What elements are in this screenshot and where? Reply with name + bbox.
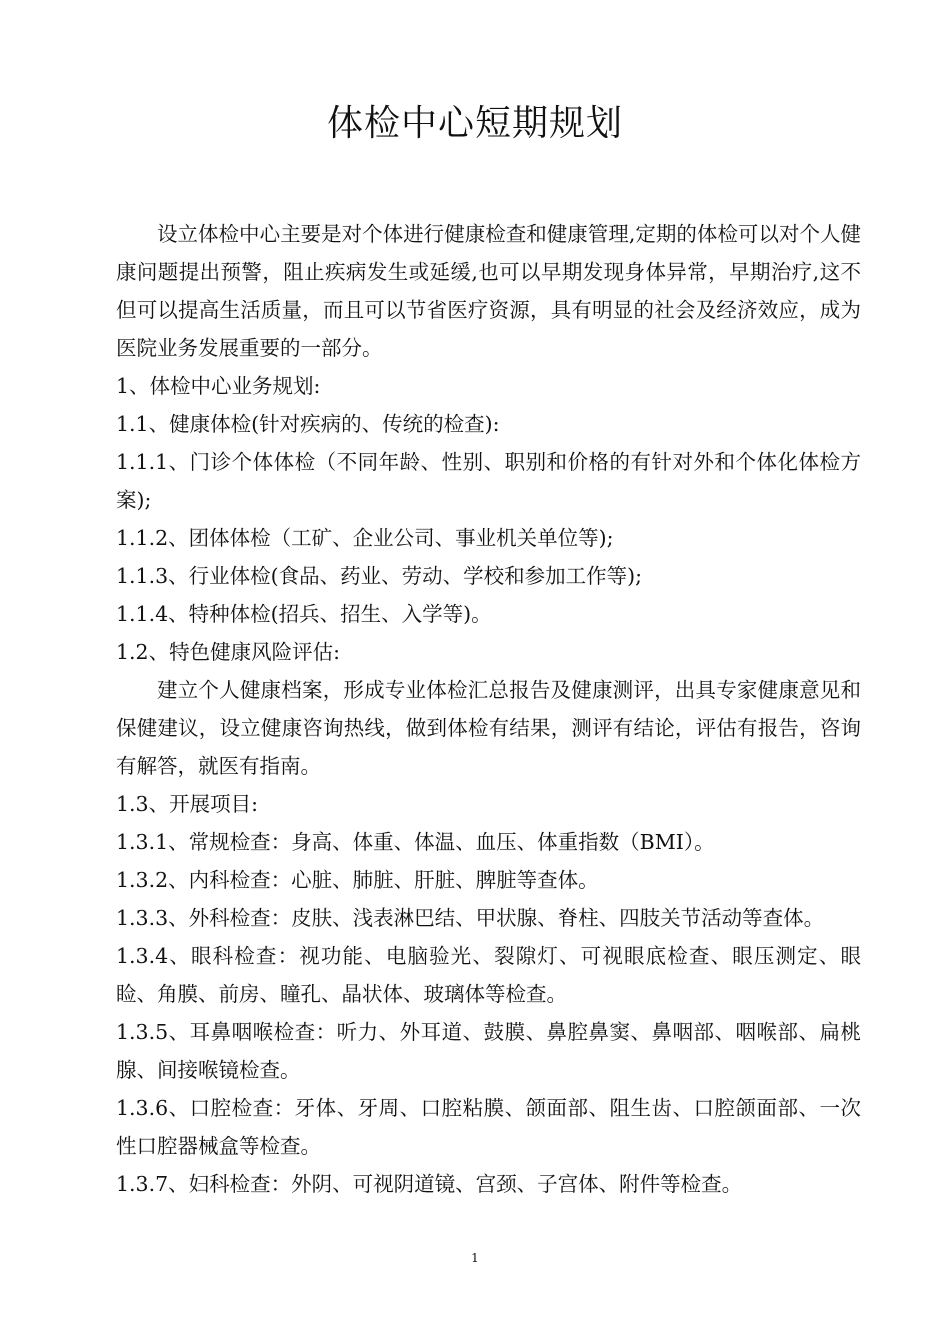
page-number: 1 [471,1251,479,1265]
subsection-heading: 1.2、特色健康风险评估: [116,640,341,664]
document-title: 体检中心短期规划 [326,103,623,144]
list-item: 1.3.2、内科检查：心脏、肺脏、肝脏、脾脏等查体。 [116,868,599,892]
list-item: 1.3.4、眼科检查：视功能、电脑验光、裂隙灯、可视眼底检查、眼压测定、眼睑、角膜、前房、瞳孔、晶状体、玻璃体等检查。 [116,944,861,1006]
subsection-heading: 1.1、健康体检(针对疾病的、传统的检查): [116,412,500,436]
subsection-heading: 1.3、开展项目: [116,792,259,816]
document-body [116,215,861,1203]
list-item: 1.3.5、耳鼻咽喉检查：听力、外耳道、鼓膜、鼻腔鼻窦、鼻咽部、咽喉部、扁桃腺、间接喉镜检查。 [116,1020,861,1082]
list-item: 1.3.7、妇科检查：外阴、可视阴道镜、宫颈、子宫体、附件等检查。 [116,1172,743,1196]
list-item: 1.1.1、门诊个体体检（不同年龄、性别、职别和价格的有针对外和个体化体检方案); [116,450,861,512]
list-item: 1.3.1、常规检查：身高、体重、体温、血压、体重指数（BMI）。 [116,830,715,854]
list-item: 1.1.4、特种体检(招兵、招生、入学等)。 [116,602,492,626]
list-item: 1.3.3、外科检查：皮肤、浅表淋巴结、甲状腺、脊柱、四肢关节活动等查体。 [116,906,825,930]
intro-paragraph: 设立体检中心主要是对个体进行健康检查和健康管理,定期的体检可以对个人健康问题提出预警，阻止疾病发生或延缓,也可以早期发现身体异常，早期治疗,这不但可以提高生活质量，而且可以节省医疗资源，具有明显的社会及经济效应，成为医院业务发展重要的一部分。 [116,222,861,360]
assessment-paragraph: 建立个人健康档案，形成专业体检汇总报告及健康测评，出具专家健康意见和保健建议，设立健康咨询热线，做到体检有结果，测评有结论，评估有报告，咨询有解答，就医有指南。 [116,678,861,778]
list-item: 1.1.3、行业体检(食品、药业、劳动、学校和参加工作等); [116,564,643,588]
section-heading: 1、体检中心业务规划: [116,374,321,398]
list-item: 1.3.6、口腔检查：牙体、牙周、口腔粘膜、颌面部、阻生齿、口腔颌面部、一次性口腔器械盒等检查。 [116,1096,861,1158]
list-item: 1.1.2、团体体检（工矿、企业公司、事业机关单位等); [116,526,614,550]
